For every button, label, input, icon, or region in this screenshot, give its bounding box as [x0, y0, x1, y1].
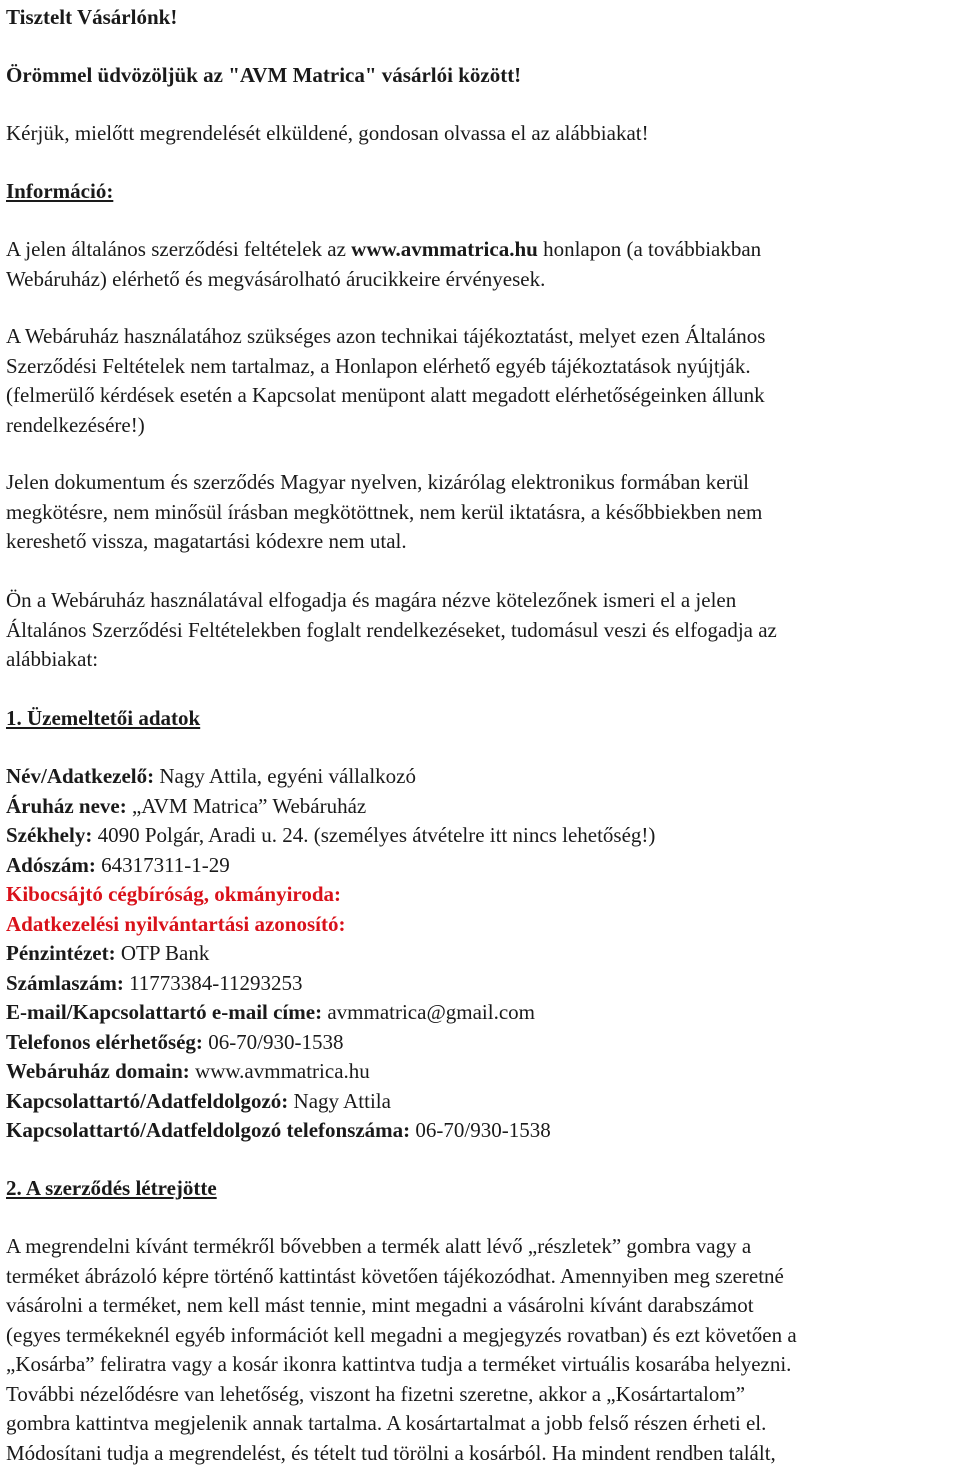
operator-row: Adatkezelési nyilvántartási azonosító:: [6, 911, 346, 936]
info-heading: Információ:: [6, 179, 114, 203]
operator-row: Webáruház domain: www.avmmatrica.hu: [6, 1059, 370, 1083]
operator-data-list: [6, 762, 954, 1146]
intro-paragraph: [6, 235, 954, 294]
operator-row: Számlaszám: 11773384-11293253: [6, 970, 303, 995]
section-2-heading: 2. A szerződés létrejötte: [6, 1176, 217, 1200]
email-link[interactable]: avmmatrica@gmail.com: [322, 1000, 536, 1024]
operator-row: Név/Adatkezelő: Nagy Attila, egyéni vállalkozó: [6, 764, 416, 788]
webshop-domain-link[interactable]: www.avmmatrica.hu: [189, 1059, 370, 1083]
operator-row: E-mail/Kapcsolattartó e-mail címe: avmmatrica@gmail.com: [6, 1000, 536, 1024]
operator-row: Pénzintézet: OTP Bank: [6, 941, 210, 965]
intro-paragraph-line-2: Webáruház) elérhető és megvásárolható árucikkeire érvényesek.: [6, 266, 546, 291]
operator-row: Székhely: 4090 Polgár, Aradi u. 24. (személyes átvételre itt nincs lehetőség!): [6, 823, 656, 847]
operator-row: Telefonos elérhetőség: 06-70/930-1538: [6, 1029, 344, 1054]
operator-row: Áruház neve: „AVM Matrica” Webáruház: [6, 793, 367, 818]
operator-row: Kibocsájtó cégbíróság, okmányiroda:: [6, 882, 342, 906]
greeting: Tisztelt Vásárlónk!: [6, 5, 178, 29]
section-1-heading: 1. Üzemeltetői adatok: [6, 706, 201, 730]
intro-paragraph-line-1: A jelen általános szerződési feltételek az www.avmmatrica.hu honlapon (a továbbiakban: [6, 237, 762, 261]
acceptance-paragraph: Ön a Webáruház használatával elfogadja és magára nézve kötelezőnek ismeri el a jelen Általános Szerződési Feltételekben foglalt rendelkezéseket, tudomásul veszi és elfogadja az alábbiakat:: [6, 588, 777, 671]
technical-info-paragraph: A Webáruház használatához szükséges azon technikai tájékoztatást, melyet ezen Általános Szerződési Feltételek nem tartalmaz, a Honlapon elérhető egyéb tájékoztatások nyújtják. (felmerülő kérdések esetén a Kapcsolat menüpont alatt megadott elérhetőségeinken állunk rendelkezésére!): [6, 324, 766, 437]
intro-line: Kérjük, mielőtt megrendelését elküldené, gondosan olvassa el az alábbiakat!: [6, 121, 649, 145]
welcome-line: Örömmel üdvözöljük az "AVM Matrica" vásárlói között!: [6, 63, 522, 87]
operator-row: Kapcsolattartó/Adatfeldolgozó: Nagy Attila: [6, 1088, 391, 1113]
operator-row: Kapcsolattartó/Adatfeldolgozó telefonszáma: 06-70/930-1538: [6, 1118, 551, 1142]
contract-formation-paragraph: A megrendelni kívánt termékről bővebben a termék alatt lévő „részletek” gombra vagy a terméket ábrázoló képre történő kattintást követően tájékozódhat. Amennyiben meg szeretné vásárolni a terméket, nem kell mást tennie, mint megadni a vásárolni kívánt darabszámot (egyes termékeknél egyéb információt kell megadni a megjegyzés rovatban) és ezt követően a „Kosárba” feliratra vagy a kosár ikonra kattintva tudja a terméket virtuális kosarába helyezni. További nézelődésre van lehetőség, viszont ha fizetni szeretne, akkor a „Kosártartalom” gombra kattintva megjelenik annak tartalma. A kosártartalmat a jobb felső részen érheti el. Módosítani tudja a megrendelést, és tételt tud törölni a kosárból. Ha mindent rendben talált,: [6, 1234, 797, 1465]
language-paragraph: Jelen dokumentum és szerződés Magyar nyelven, kizárólag elektronikus formában kerül megkötésre, nem minősül írásban megkötöttnek, nem kerül iktatásra, a későbbiekben nem kereshető vissza, magatartási kódexre nem utal.: [6, 470, 763, 553]
domain-link[interactable]: www.avmmatrica.hu: [351, 237, 538, 261]
operator-row: Adószám: 64317311-1-29: [6, 852, 230, 877]
